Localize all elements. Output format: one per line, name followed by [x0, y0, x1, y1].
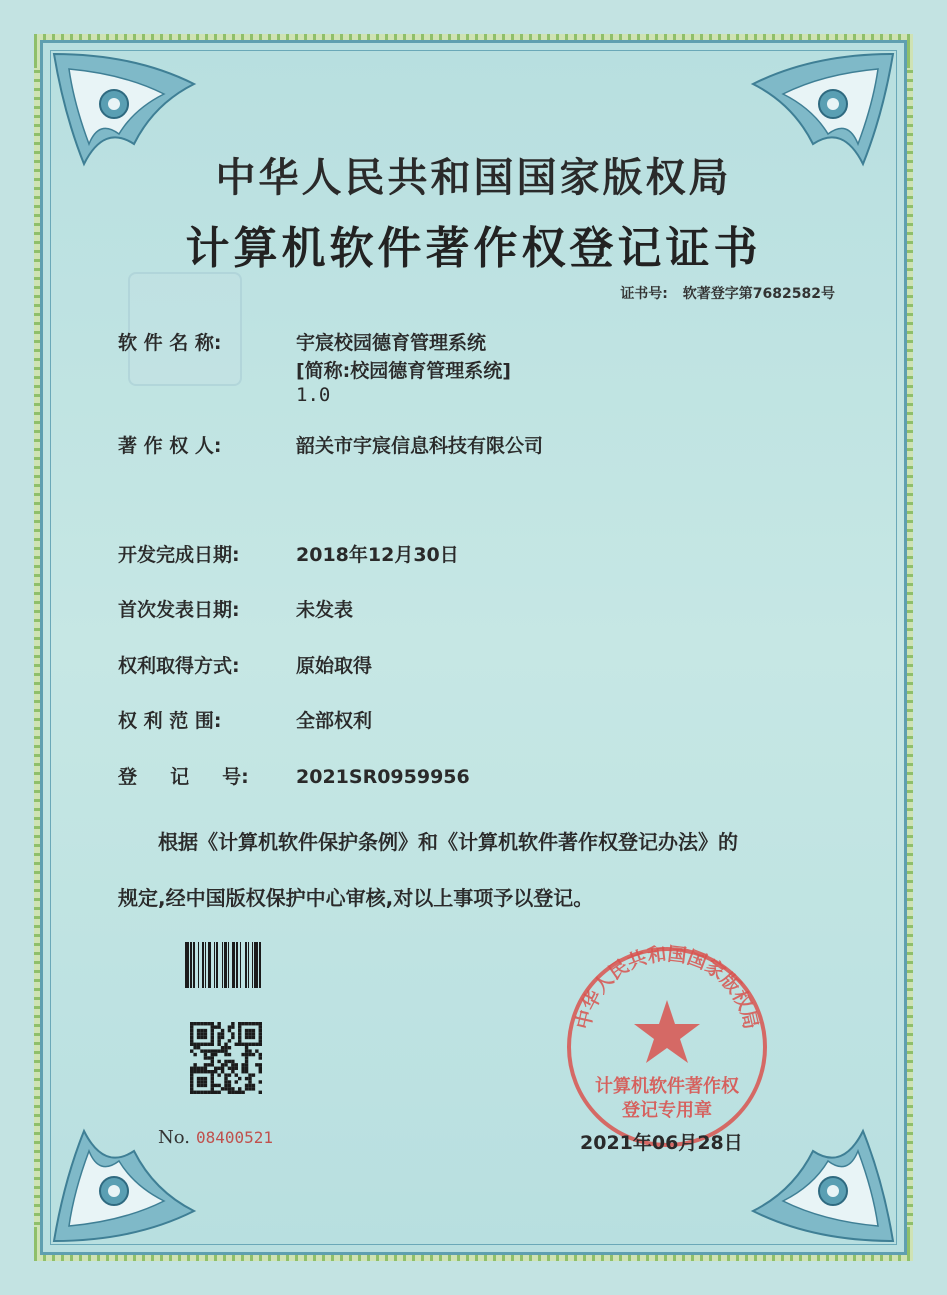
qr-module: [245, 1070, 248, 1073]
qr-module: [259, 1043, 262, 1046]
field-label: 著 作 权 人:: [118, 435, 222, 457]
qr-module: [214, 1067, 217, 1070]
qr-module: [204, 1067, 207, 1070]
qr-module: [235, 1067, 238, 1070]
qr-module: [224, 1084, 227, 1087]
qr-module: [245, 1053, 248, 1056]
qr-module: [200, 1036, 203, 1039]
qr-module: [255, 1022, 258, 1025]
qr-module: [197, 1077, 200, 1080]
field-acquire-method: [118, 651, 372, 678]
qr-module: [228, 1025, 231, 1028]
qr-code-icon: [190, 1022, 262, 1094]
qr-module: [228, 1060, 231, 1063]
qr-module: [228, 1039, 231, 1042]
qr-module: [228, 1087, 231, 1090]
qr-module: [214, 1084, 217, 1087]
qr-module: [197, 1080, 200, 1083]
qr-module: [200, 1029, 203, 1032]
qr-module: [245, 1043, 248, 1046]
qr-module: [231, 1060, 234, 1063]
qr-module: [224, 1043, 227, 1046]
qr-module: [259, 1032, 262, 1035]
field-value: 原始取得: [296, 655, 373, 677]
qr-module: [211, 1029, 214, 1032]
qr-module: [231, 1091, 234, 1094]
qr-module: [245, 1060, 248, 1063]
qr-module: [190, 1036, 193, 1039]
qr-module: [259, 1067, 262, 1070]
field-value: 全部权利: [296, 710, 373, 732]
qr-module: [190, 1043, 193, 1046]
qr-module: [200, 1022, 203, 1025]
field-value: 未发表: [296, 599, 354, 621]
qr-module: [207, 1063, 210, 1066]
official-seal-icon: [562, 942, 772, 1152]
qr-module: [211, 1025, 214, 1028]
qr-module: [217, 1039, 220, 1042]
qr-module: [228, 1053, 231, 1056]
field-software-name: [118, 328, 486, 355]
qr-module: [235, 1080, 238, 1083]
qr-module: [224, 1080, 227, 1083]
qr-module: [238, 1039, 241, 1042]
qr-module: [252, 1053, 255, 1056]
qr-module: [255, 1043, 258, 1046]
qr-module: [204, 1049, 207, 1052]
qr-module: [224, 1087, 227, 1090]
seal-star-icon: [634, 1000, 700, 1063]
qr-module: [245, 1077, 248, 1080]
qr-module: [238, 1029, 241, 1032]
qr-module: [221, 1049, 224, 1052]
qr-module: [190, 1029, 193, 1032]
qr-module: [204, 1056, 207, 1059]
qr-module: [248, 1084, 251, 1087]
qr-module: [204, 1036, 207, 1039]
qr-module: [200, 1032, 203, 1035]
qr-module: [231, 1067, 234, 1070]
qr-module: [211, 1084, 214, 1087]
qr-module: [241, 1053, 244, 1056]
qr-module: [214, 1025, 217, 1028]
field-version: 1.0: [296, 384, 331, 406]
field-rights-scope: [118, 706, 372, 733]
qr-module: [231, 1063, 234, 1066]
certificate-number-label: 证书号:: [620, 286, 668, 302]
qr-module: [255, 1063, 258, 1066]
qr-module: [259, 1063, 262, 1066]
qr-module: [241, 1063, 244, 1066]
qr-module: [207, 1022, 210, 1025]
field-label: 权 利 范 围:: [118, 710, 222, 732]
qr-module: [241, 1022, 244, 1025]
seal-line-1: 计算机软件著作权: [595, 1076, 739, 1097]
qr-module: [252, 1029, 255, 1032]
qr-module: [259, 1039, 262, 1042]
qr-module: [211, 1049, 214, 1052]
qr-module: [252, 1022, 255, 1025]
qr-module: [214, 1091, 217, 1094]
qr-module: [190, 1067, 193, 1070]
qr-module: [193, 1063, 196, 1066]
serial-label: No.: [158, 1127, 190, 1148]
qr-module: [190, 1032, 193, 1035]
qr-module: [245, 1063, 248, 1066]
qr-module: [245, 1056, 248, 1059]
qr-module: [204, 1043, 207, 1046]
qr-module: [248, 1073, 251, 1076]
qr-module: [221, 1032, 224, 1035]
qr-module: [238, 1022, 241, 1025]
qr-module: [193, 1046, 196, 1049]
qr-module: [200, 1070, 203, 1073]
qr-module: [207, 1049, 210, 1052]
qr-module: [228, 1029, 231, 1032]
qr-module: [259, 1070, 262, 1073]
qr-module: [217, 1036, 220, 1039]
serial-value: 08400521: [196, 1128, 274, 1147]
qr-module: [248, 1049, 251, 1052]
field-label: 权利取得方式:: [118, 655, 240, 677]
statement-line-1: 根据《计算机软件保护条例》和《计算机软件著作权登记办法》的: [158, 830, 738, 854]
qr-module: [197, 1036, 200, 1039]
qr-module: [193, 1067, 196, 1070]
barcode-bar: [261, 942, 262, 988]
qr-module: [238, 1036, 241, 1039]
qr-module: [224, 1049, 227, 1052]
qr-module: [238, 1087, 241, 1090]
qr-module: [190, 1073, 193, 1076]
qr-module: [228, 1046, 231, 1049]
qr-module: [224, 1046, 227, 1049]
qr-module: [214, 1049, 217, 1052]
qr-module: [235, 1091, 238, 1094]
qr-module: [245, 1046, 248, 1049]
qr-module: [204, 1022, 207, 1025]
qr-module: [211, 1077, 214, 1080]
qr-module: [238, 1077, 241, 1080]
qr-module: [248, 1053, 251, 1056]
qr-module: [193, 1070, 196, 1073]
qr-module: [211, 1060, 214, 1063]
qr-module: [207, 1091, 210, 1094]
field-value: 2018年12月30日: [296, 544, 459, 566]
qr-module: [221, 1067, 224, 1070]
qr-module: [190, 1080, 193, 1083]
qr-module: [197, 1084, 200, 1087]
qr-module: [204, 1032, 207, 1035]
qr-module: [238, 1025, 241, 1028]
qr-module: [248, 1080, 251, 1083]
field-value: 宇宸校园德育管理系统: [296, 332, 487, 354]
qr-module: [190, 1091, 193, 1094]
qr-module: [235, 1073, 238, 1076]
certificate-title: 计算机软件著作权登记证书: [185, 223, 762, 274]
qr-module: [259, 1056, 262, 1059]
qr-module: [204, 1084, 207, 1087]
qr-module: [259, 1029, 262, 1032]
qr-module: [197, 1046, 200, 1049]
qr-module: [231, 1036, 234, 1039]
qr-module: [211, 1091, 214, 1094]
qr-module: [200, 1077, 203, 1080]
certificate-number-value: 软著登字第7682582号: [682, 286, 835, 302]
qr-module: [190, 1077, 193, 1080]
seal-ring-text: 中华人民共和国国家版权局: [572, 943, 762, 1032]
corner-ornament-icon: [44, 1101, 244, 1251]
qr-module: [211, 1070, 214, 1073]
qr-module: [245, 1049, 248, 1052]
field-label: 首次发表日期:: [118, 599, 240, 621]
qr-module: [217, 1025, 220, 1028]
qr-module: [217, 1032, 220, 1035]
statement-line-2: 规定,经中国版权保护中心审核,对以上事项予以登记。: [118, 886, 594, 910]
qr-module: [228, 1080, 231, 1083]
qr-module: [190, 1022, 193, 1025]
qr-module: [200, 1043, 203, 1046]
qr-module: [224, 1063, 227, 1066]
qr-module: [211, 1032, 214, 1035]
qr-module: [217, 1022, 220, 1025]
qr-module: [211, 1056, 214, 1059]
qr-module: [259, 1053, 262, 1056]
qr-module: [214, 1053, 217, 1056]
qr-module: [207, 1070, 210, 1073]
qr-module: [221, 1029, 224, 1032]
qr-module: [248, 1036, 251, 1039]
barcode-icon: [185, 942, 325, 988]
qr-module: [197, 1022, 200, 1025]
qr-module: [197, 1032, 200, 1035]
qr-module: [204, 1077, 207, 1080]
qr-module: [211, 1053, 214, 1056]
qr-module: [204, 1080, 207, 1083]
qr-module: [193, 1043, 196, 1046]
qr-module: [211, 1039, 214, 1042]
qr-module: [245, 1029, 248, 1032]
qr-module: [255, 1049, 258, 1052]
qr-module: [197, 1067, 200, 1070]
qr-module: [259, 1022, 262, 1025]
qr-module: [231, 1087, 234, 1090]
qr-module: [252, 1087, 255, 1090]
field-value: 韶关市宇宸信息科技有限公司: [296, 435, 544, 457]
qr-module: [200, 1067, 203, 1070]
qr-module: [252, 1084, 255, 1087]
qr-module: [197, 1091, 200, 1094]
qr-module: [211, 1063, 214, 1066]
qr-module: [200, 1084, 203, 1087]
qr-module: [190, 1049, 193, 1052]
seal-line-2: 登记专用章: [622, 1100, 712, 1121]
qr-module: [217, 1091, 220, 1094]
qr-module: [248, 1032, 251, 1035]
qr-module: [245, 1084, 248, 1087]
qr-module: [235, 1043, 238, 1046]
issuing-authority: 中华人民共和国国家版权局: [215, 154, 732, 201]
field-value: 2021SR0959956: [296, 766, 470, 788]
qr-module: [221, 1046, 224, 1049]
qr-module: [211, 1087, 214, 1090]
qr-module: [245, 1032, 248, 1035]
qr-module: [259, 1036, 262, 1039]
qr-module: [259, 1091, 262, 1094]
qr-module: [190, 1087, 193, 1090]
field-short-name: [简称:校园德育管理系统]: [296, 360, 511, 382]
qr-module: [248, 1077, 251, 1080]
qr-module: [241, 1070, 244, 1073]
qr-module: [248, 1029, 251, 1032]
qr-module: [221, 1070, 224, 1073]
qr-module: [190, 1084, 193, 1087]
qr-module: [245, 1087, 248, 1090]
qr-module: [204, 1070, 207, 1073]
qr-module: [259, 1025, 262, 1028]
qr-module: [217, 1049, 220, 1052]
qr-module: [245, 1036, 248, 1039]
qr-module: [193, 1053, 196, 1056]
qr-module: [224, 1053, 227, 1056]
qr-module: [231, 1070, 234, 1073]
qr-module: [190, 1025, 193, 1028]
field-label: 开发完成日期:: [118, 544, 240, 566]
qr-module: [224, 1077, 227, 1080]
qr-module: [211, 1080, 214, 1083]
qr-module: [204, 1091, 207, 1094]
qr-module: [228, 1073, 231, 1076]
qr-module: [252, 1043, 255, 1046]
qr-module: [248, 1087, 251, 1090]
qr-module: [248, 1043, 251, 1046]
qr-module: [224, 1073, 227, 1076]
qr-module: [235, 1063, 238, 1066]
field-label: 登 记 号:: [118, 766, 249, 788]
qr-module: [190, 1070, 193, 1073]
qr-module: [241, 1043, 244, 1046]
qr-module: [241, 1067, 244, 1070]
qr-module: [214, 1070, 217, 1073]
qr-module: [197, 1043, 200, 1046]
qr-module: [259, 1080, 262, 1083]
qr-module: [211, 1073, 214, 1076]
qr-module: [200, 1091, 203, 1094]
field-dev-date: [118, 540, 459, 567]
qr-module: [204, 1063, 207, 1066]
qr-module: [228, 1091, 231, 1094]
qr-module: [221, 1036, 224, 1039]
qr-module: [200, 1049, 203, 1052]
qr-module: [217, 1067, 220, 1070]
qr-module: [238, 1043, 241, 1046]
field-publish-date: [118, 595, 353, 622]
qr-module: [238, 1091, 241, 1094]
qr-module: [193, 1091, 196, 1094]
qr-module: [228, 1084, 231, 1087]
qr-module: [211, 1022, 214, 1025]
qr-module: [241, 1091, 244, 1094]
qr-module: [197, 1070, 200, 1073]
qr-module: [231, 1022, 234, 1025]
certificate-number: [620, 283, 835, 303]
qr-module: [224, 1060, 227, 1063]
qr-module: [231, 1025, 234, 1028]
qr-module: [252, 1032, 255, 1035]
qr-module: [211, 1036, 214, 1039]
issue-date: 2021年06月28日: [580, 1132, 743, 1154]
qr-module: [197, 1029, 200, 1032]
qr-module: [248, 1022, 251, 1025]
qr-module: [190, 1039, 193, 1042]
qr-module: [207, 1056, 210, 1059]
qr-module: [217, 1073, 220, 1076]
qr-module: [238, 1032, 241, 1035]
field-label: 软 件 名 称:: [118, 332, 222, 354]
qr-module: [221, 1087, 224, 1090]
qr-module: [245, 1022, 248, 1025]
qr-module: [221, 1063, 224, 1066]
qr-module: [207, 1043, 210, 1046]
qr-module: [252, 1073, 255, 1076]
qr-module: [211, 1043, 214, 1046]
qr-module: [204, 1053, 207, 1056]
serial-number: [158, 1127, 273, 1148]
qr-module: [204, 1029, 207, 1032]
qr-module: [200, 1080, 203, 1083]
qr-module: [217, 1043, 220, 1046]
qr-module: [217, 1084, 220, 1087]
qr-module: [231, 1032, 234, 1035]
field-owner: [118, 431, 543, 458]
qr-module: [252, 1036, 255, 1039]
qr-module: [217, 1060, 220, 1063]
qr-module: [193, 1022, 196, 1025]
field-registration-number: [118, 762, 470, 789]
qr-module: [228, 1067, 231, 1070]
qr-module: [245, 1067, 248, 1070]
